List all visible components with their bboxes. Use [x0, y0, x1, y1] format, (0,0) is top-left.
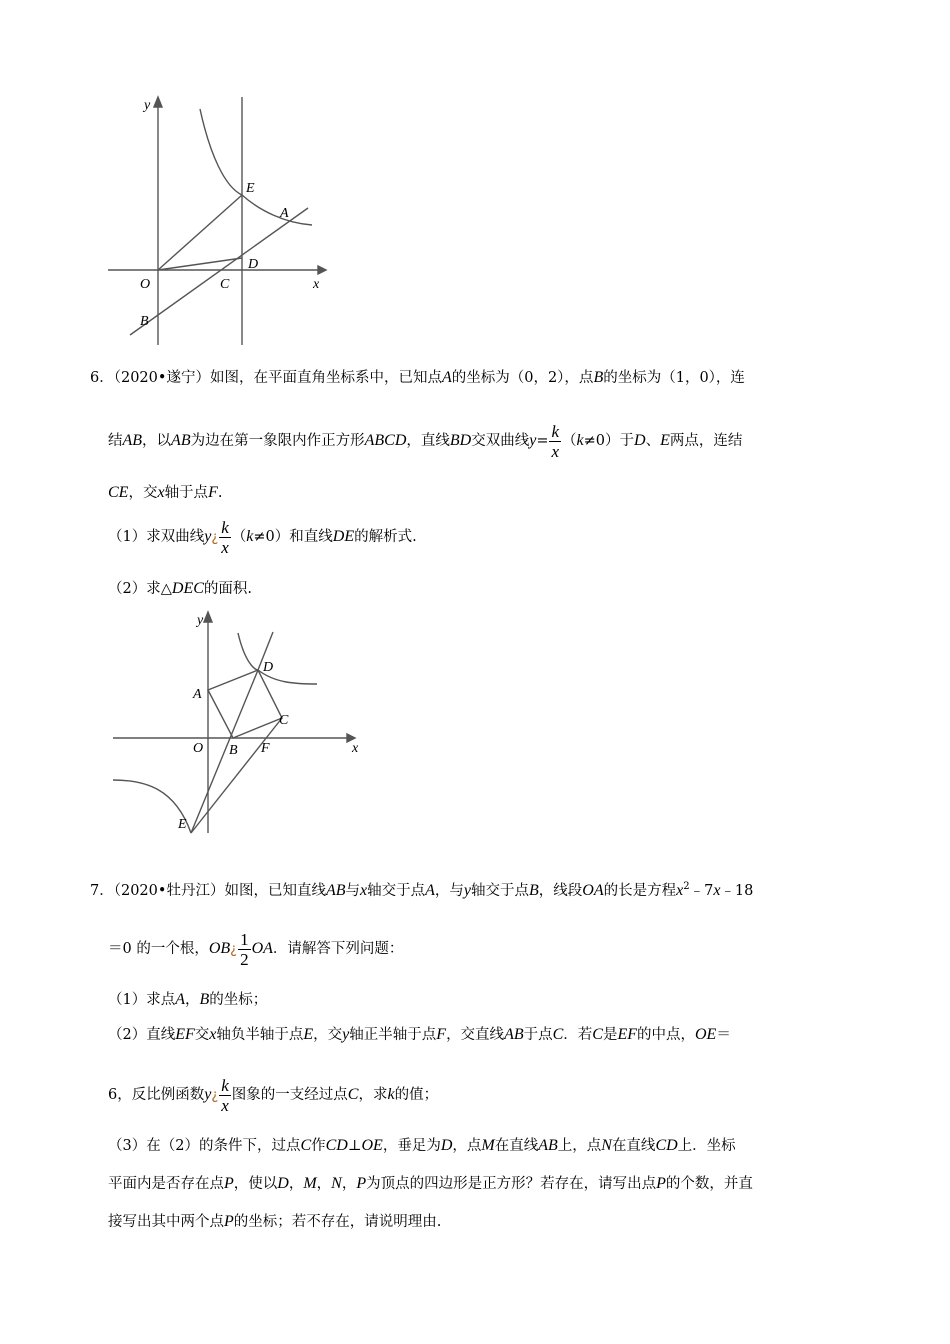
text: ＝0 的一个根，	[108, 941, 209, 957]
text: 轴交于点	[471, 882, 529, 899]
var-y: y	[204, 528, 212, 545]
problem-6-question-1	[108, 516, 417, 559]
var-y: y	[342, 1026, 350, 1043]
text: 轴正半轴于点	[349, 1027, 437, 1043]
text: 的长是方程	[603, 882, 677, 899]
line-AB	[130, 208, 308, 335]
text: ，交	[313, 1027, 343, 1043]
text: ，	[185, 992, 200, 1008]
text: （	[231, 529, 247, 545]
hyperbola-branch-upper	[238, 633, 317, 684]
text: 为边在第一象限内作正方形	[190, 433, 365, 449]
var-P: P	[656, 1175, 666, 1192]
text: 的坐标；	[209, 992, 268, 1008]
text: ，点	[452, 1138, 482, 1154]
text: 的坐标为（1，0），连	[603, 370, 745, 386]
var-k: k	[246, 528, 254, 545]
label-D: D	[248, 257, 259, 272]
label-E: E	[178, 817, 187, 832]
fraction-k-over-x: $\frac{k}{x}$	[221, 1075, 229, 1115]
text: 的个数，并直	[665, 1176, 753, 1192]
square-ABCD	[208, 670, 282, 738]
text: ，	[341, 1176, 357, 1192]
fraction-k-over-x: $\frac{k}{x}$	[551, 421, 560, 461]
text: （3）在（2）的条件下，过点	[108, 1138, 301, 1154]
text: （2）直线	[108, 1027, 176, 1043]
var-y: y	[204, 1086, 212, 1103]
text: 上，点	[557, 1138, 602, 1154]
problem-7-source: （2020•牡丹江）	[113, 882, 225, 899]
text: 如图，在平面直角坐标系中，已知点	[209, 370, 442, 386]
figure-2	[105, 608, 370, 840]
text: ，求	[358, 1087, 388, 1103]
text: 6，反比例函数	[108, 1087, 205, 1103]
label-E: E	[246, 181, 255, 196]
var-AB: AB	[538, 1137, 558, 1154]
text: 是	[602, 1027, 618, 1043]
exponent: 2	[683, 881, 690, 892]
text: 的值；	[394, 1087, 439, 1103]
garbled-char: ¿	[211, 1088, 219, 1103]
var-y: y	[463, 881, 471, 899]
var-M: M	[303, 1175, 317, 1192]
text: .	[217, 485, 223, 501]
var-AB: AB	[122, 432, 143, 449]
var-A: A	[425, 881, 435, 899]
var-C: C	[552, 1026, 564, 1043]
var-EF: EF	[175, 1026, 195, 1043]
text: ．若	[563, 1027, 593, 1043]
label-y: y	[144, 98, 151, 113]
text: 交	[194, 1027, 210, 1043]
fraction-one-half: $\frac{1}{2}$	[240, 929, 249, 969]
label-O: O	[193, 741, 204, 756]
var-E: E	[660, 432, 670, 449]
text: 的面积.	[203, 581, 252, 597]
problem-6-line-2	[108, 420, 742, 462]
text: 、	[645, 433, 661, 449]
var-AB: AB	[171, 432, 191, 449]
garbled-char: ¿	[211, 530, 219, 545]
var-DEC: DEC	[171, 580, 204, 597]
var-AB: AB	[504, 1026, 524, 1043]
text: ，	[288, 1176, 304, 1192]
text: ，	[316, 1176, 332, 1192]
text: 图象的一支经过点	[231, 1087, 348, 1103]
var-y: y	[529, 432, 537, 449]
var-A: A	[441, 369, 452, 386]
hyperbola	[200, 109, 312, 225]
problem-6-question-2	[108, 579, 252, 599]
var-CD: CD	[655, 1137, 678, 1154]
text: 为顶点的四边形是正方形？若存在，请写出点	[366, 1176, 657, 1192]
text: ﹣7	[689, 882, 714, 899]
text: ．请解答下列问题：	[272, 941, 404, 957]
text: 于点	[523, 1027, 553, 1043]
problem-7-question-2-cont	[108, 1074, 438, 1117]
text: 在直线	[494, 1138, 539, 1154]
var-OB: OB	[208, 940, 231, 957]
label-B: B	[140, 314, 149, 329]
var-M: M	[481, 1137, 495, 1154]
var-k: k	[387, 1086, 395, 1103]
y-axis-arrow	[154, 97, 162, 107]
var-OA: OA	[582, 881, 604, 899]
var-C: C	[300, 1137, 312, 1154]
text: 平面内是否存在点	[108, 1176, 224, 1192]
var-DE: DE	[332, 528, 355, 545]
text: 轴负半轴于点	[216, 1027, 304, 1043]
var-OE: OE	[361, 1137, 383, 1154]
label-A: A	[193, 687, 202, 702]
var-B: B	[593, 369, 604, 386]
var-OA: OA	[251, 940, 273, 957]
label-O: O	[140, 277, 151, 292]
text: ，以	[142, 433, 172, 449]
text: 的解析式.	[354, 529, 417, 545]
var-P: P	[224, 1213, 234, 1230]
var-k: k	[576, 432, 584, 449]
problem-7-question-3-cont-1	[108, 1174, 753, 1194]
label-x: x	[313, 277, 320, 292]
text: ﹣18	[720, 882, 754, 899]
text: 的坐标；若不存在，请说明理由.	[233, 1214, 442, 1230]
var-E: E	[303, 1026, 314, 1043]
y-axis-arrow	[204, 612, 212, 622]
problem-6-line-3	[108, 483, 222, 503]
problem-6-source: （2020•遂宁）	[113, 370, 210, 386]
problem-7-question-3-cont-2	[108, 1212, 441, 1232]
x-axis-arrow	[318, 266, 326, 274]
var-A: A	[175, 991, 186, 1008]
text: 轴于点	[164, 485, 209, 501]
var-x: x	[713, 881, 721, 899]
var-OE: OE	[695, 1026, 717, 1043]
text: 上．坐标	[677, 1138, 736, 1154]
text: 两点，连结	[669, 433, 743, 449]
problem-6-line-1	[90, 368, 745, 388]
text: ＝	[716, 1027, 731, 1043]
var-x: x	[157, 484, 165, 501]
text: 交双曲线	[471, 433, 530, 449]
text: 与	[345, 882, 360, 899]
text: （2）求△	[108, 581, 172, 597]
var-EF: EF	[617, 1026, 637, 1043]
var-C: C	[347, 1086, 359, 1103]
text: （1）求点	[108, 992, 176, 1008]
label-C: C	[279, 713, 289, 728]
text: 轴交于点	[367, 882, 426, 899]
text: ，与	[434, 882, 464, 899]
problem-7-line-2	[108, 928, 403, 971]
problem-6-number: 6．	[90, 370, 114, 386]
var-CE: CE	[108, 484, 129, 501]
problem-7-question-2	[108, 1025, 731, 1045]
problem-7-question-1	[108, 990, 267, 1010]
text: ，交直线	[446, 1027, 505, 1043]
label-y: y	[197, 613, 204, 628]
segment-OE	[158, 195, 242, 270]
var-P: P	[356, 1175, 367, 1192]
text: （1）求双曲线	[108, 529, 205, 545]
var-D: D	[634, 432, 646, 449]
text: 接写出其中两个点	[108, 1214, 224, 1230]
var-N: N	[331, 1175, 342, 1192]
line-CE	[191, 718, 282, 833]
label-A: A	[280, 206, 289, 221]
problem-7-number: 7．	[90, 882, 114, 899]
label-x: x	[352, 741, 359, 756]
text: （	[562, 433, 577, 449]
var-C: C	[592, 1026, 603, 1043]
var-CD: CD	[325, 1137, 348, 1154]
text: ≠0）于	[583, 433, 634, 449]
figure-1	[100, 95, 330, 350]
var-B: B	[199, 991, 210, 1008]
var-AB: AB	[325, 881, 346, 899]
var-BD: BD	[449, 432, 472, 449]
var-x: x	[676, 881, 684, 899]
garbled-char: ¿	[230, 942, 238, 957]
var-D: D	[277, 1175, 289, 1192]
var-x: x	[360, 881, 368, 899]
var-F: F	[436, 1026, 447, 1043]
label-B: B	[229, 743, 238, 758]
var-x: x	[209, 1026, 217, 1043]
text: ，线段	[538, 882, 583, 899]
label-C: C	[220, 277, 230, 292]
text: ，垂足为	[382, 1138, 441, 1154]
text: ，直线	[406, 433, 450, 449]
label-D: D	[263, 660, 274, 675]
text: ，交	[128, 485, 158, 501]
var-B: B	[529, 881, 539, 899]
var-N: N	[601, 1137, 612, 1154]
problem-7-line-1	[90, 877, 753, 901]
var-F: F	[208, 484, 218, 501]
text: ≠0）和直线	[253, 529, 333, 545]
text: 结	[108, 433, 123, 449]
text: 作	[311, 1138, 326, 1154]
problem-7-question-3	[108, 1136, 736, 1156]
text: 的坐标为（0，2），点	[451, 370, 594, 386]
var-D: D	[440, 1137, 453, 1154]
fraction-k-over-x: $\frac{k}{x}$	[221, 517, 229, 557]
text: 的中点，	[637, 1027, 695, 1043]
var-P: P	[224, 1175, 234, 1192]
text: ，使以	[233, 1176, 278, 1192]
equals: =	[536, 433, 549, 449]
perp-symbol: ⊥	[347, 1138, 362, 1154]
text: 在直线	[611, 1138, 656, 1154]
var-ABCD: ABCD	[364, 432, 407, 449]
label-F: F	[261, 741, 270, 756]
text: 如图，已知直线	[224, 882, 326, 899]
